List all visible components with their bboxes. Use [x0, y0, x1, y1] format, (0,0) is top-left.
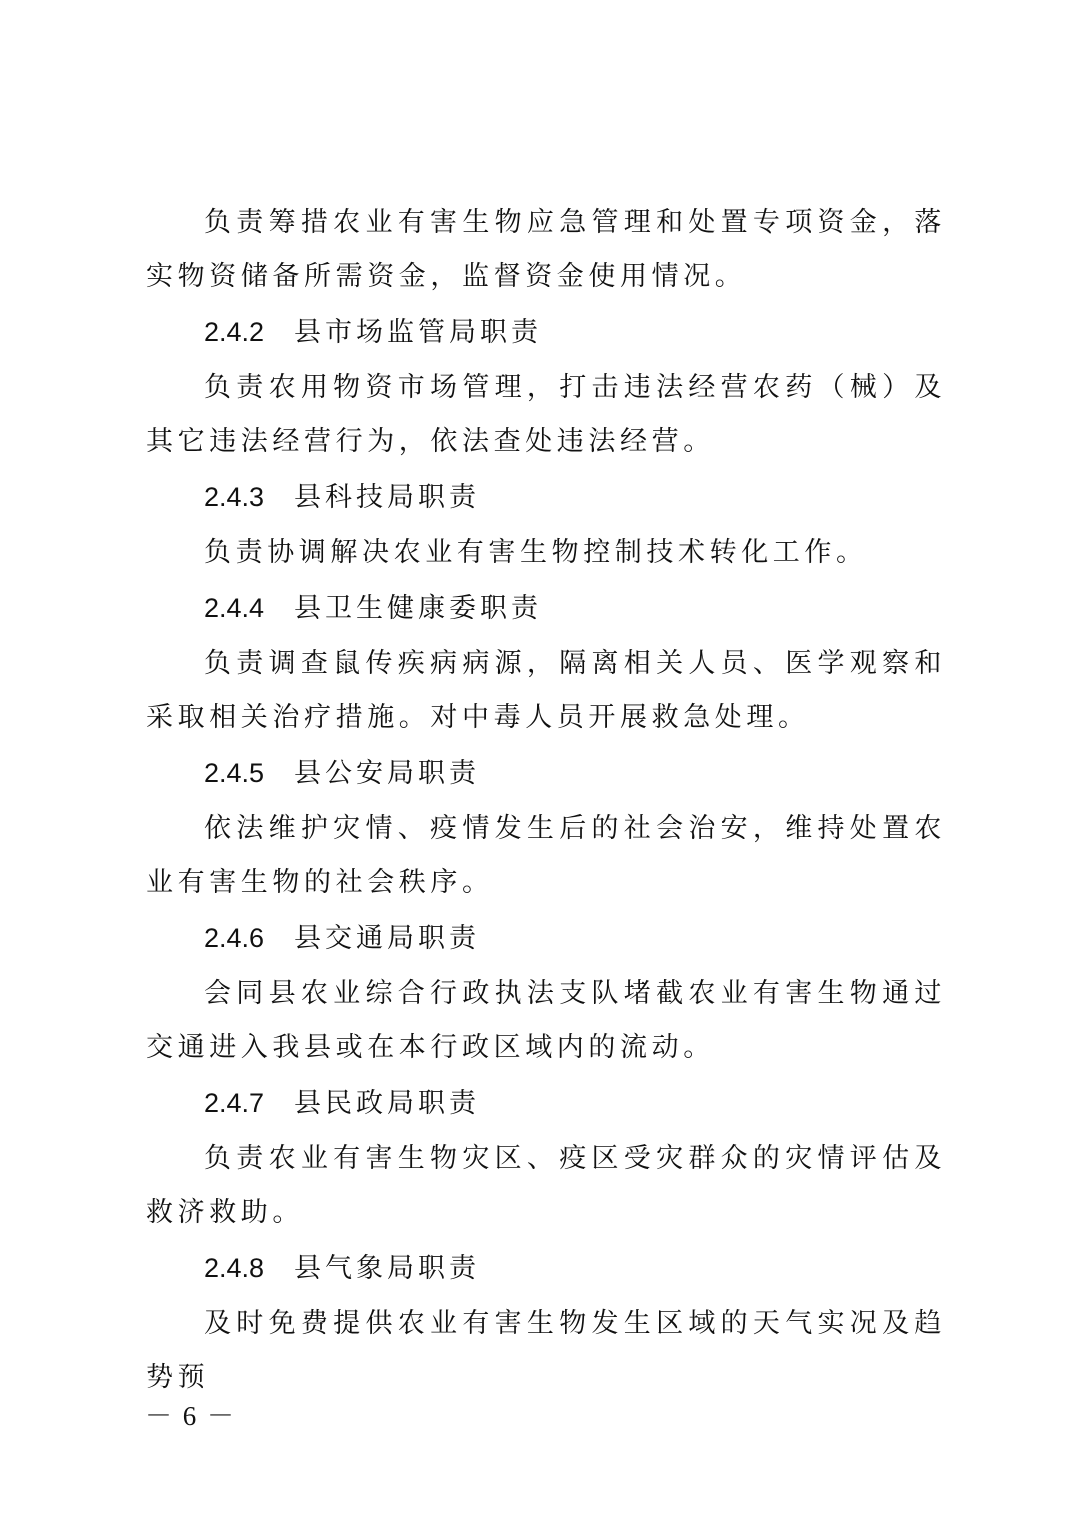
section-number: 2.4.3 — [204, 482, 265, 512]
paragraph-meteorology: 及时免费提供农业有害生物发生区域的天气实况及趋势预 — [146, 1308, 946, 1393]
document-body — [146, 196, 946, 1406]
section-heading-2-4-2 — [146, 305, 946, 360]
section-title: 县交通局职责 — [294, 923, 480, 954]
paragraph-science-technology: 负责协调解决农业有害生物控制技术转化工作。 — [204, 537, 868, 568]
section-heading-2-4-6 — [146, 911, 946, 966]
paragraph-market-supervision: 负责农用物资市场管理，打击违法经营农药（械）及其它违法经营行为，依法查处违法经营。 — [146, 372, 946, 457]
section-number: 2.4.8 — [204, 1253, 265, 1283]
paragraph-funding: 负责筹措农业有害生物应急管理和处置专项资金，落实物资储备所需资金，监督资金使用情况。 — [146, 207, 946, 292]
section-title: 县气象局职责 — [294, 1253, 480, 1284]
paragraph-public-security: 依法维护灾情、疫情发生后的社会治安，维持处置农业有害生物的社会秩序。 — [146, 813, 946, 898]
paragraph-health-commission: 负责调查鼠传疾病病源，隔离相关人员、医学观察和采取相关治疗措施。对中毒人员开展救急处理。 — [146, 648, 946, 733]
section-number: 2.4.7 — [204, 1088, 265, 1118]
section-title: 县卫生健康委职责 — [294, 593, 542, 624]
paragraph-civil-affairs: 负责农业有害生物灾区、疫区受灾群众的灾情评估及救济救助。 — [146, 1143, 946, 1228]
section-heading-2-4-8 — [146, 1241, 946, 1296]
section-title: 县市场监管局职责 — [294, 317, 542, 348]
section-title: 县公安局职责 — [294, 758, 480, 789]
section-heading-2-4-3 — [146, 470, 946, 525]
section-heading-2-4-7 — [146, 1076, 946, 1131]
section-number: 2.4.6 — [204, 923, 265, 953]
section-number: 2.4.5 — [204, 758, 265, 788]
section-number: 2.4.4 — [204, 593, 265, 623]
section-heading-2-4-4 — [146, 581, 946, 636]
section-title: 县民政局职责 — [294, 1088, 480, 1119]
section-heading-2-4-5 — [146, 746, 946, 801]
section-number: 2.4.2 — [204, 317, 265, 347]
paragraph-transportation: 会同县农业综合行政执法支队堵截农业有害生物通过交通进入我县或在本行政区域内的流动。 — [146, 978, 946, 1063]
page-number: － 6 － — [145, 1401, 236, 1431]
section-title: 县科技局职责 — [294, 482, 480, 513]
